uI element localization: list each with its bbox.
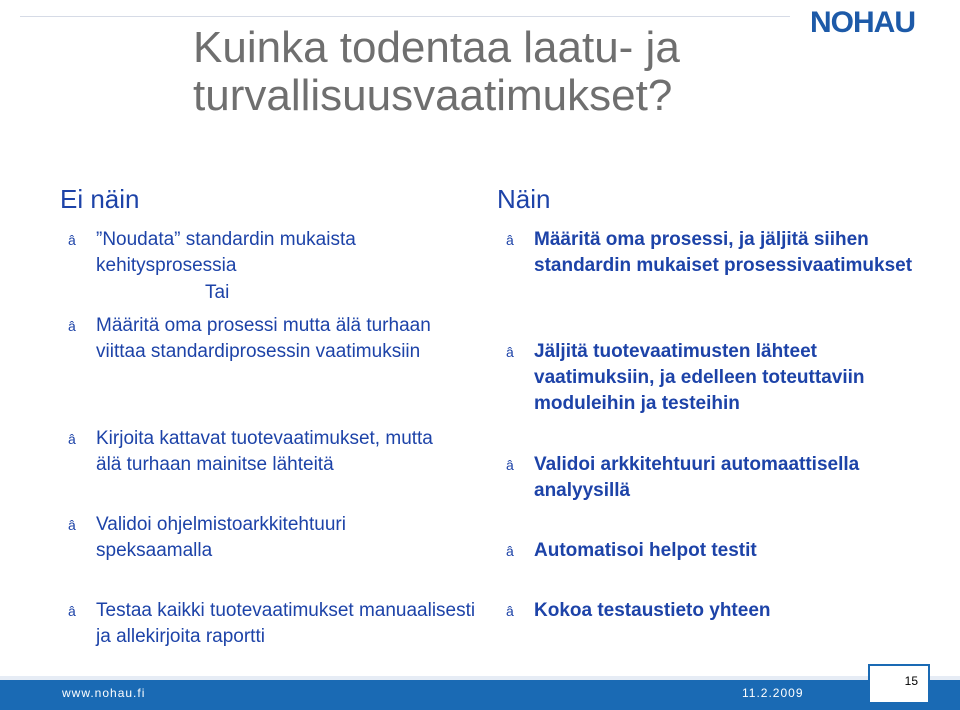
right-bullet-3-text: Validoi arkkitehtuuri automaattisella analyysillä <box>534 454 860 501</box>
left-bullet-3 <box>58 426 458 478</box>
bullet-arrow-icon: â <box>68 431 76 447</box>
bullet-arrow-icon: â <box>506 344 514 360</box>
left-bullet-5 <box>58 598 478 650</box>
bullet-arrow-icon: â <box>506 232 514 248</box>
bullet-arrow-icon: â <box>68 232 76 248</box>
left-bullet-4 <box>58 512 458 564</box>
right-bullet-5-text: Kokoa testaustieto yhteen <box>534 600 771 621</box>
right-bullet-4-text: Automatisoi helpot testit <box>534 540 757 561</box>
right-bullet-3 <box>496 452 916 504</box>
bullet-arrow-icon: â <box>68 517 76 533</box>
left-bullet-2 <box>58 313 458 365</box>
right-bullet-2 <box>496 339 916 417</box>
right-bullet-1-text: Määritä oma prosessi, ja jäljitä siihen standardin mukaiset prosessivaatimukset <box>534 229 913 276</box>
header-rule <box>20 16 790 17</box>
page-number: 15 <box>904 674 918 688</box>
footer-url: www.nohau.fi <box>62 686 146 700</box>
left-bullet-1 <box>58 227 458 279</box>
left-bullet-2-text: Määritä oma prosessi mutta älä turhaan viittaa standardiprosessin vaatimuksiin <box>96 315 431 362</box>
bullet-arrow-icon: â <box>506 603 514 619</box>
left-bullet-4-text: Validoi ohjelmistoarkkitehtuuri speksaamalla <box>96 514 346 561</box>
right-bullet-1 <box>496 227 916 279</box>
right-bullet-5 <box>496 598 916 624</box>
footer-date: 11.2.2009 <box>742 686 804 700</box>
right-bullet-4 <box>496 538 916 564</box>
left-column-heading: Ei näin <box>60 184 140 214</box>
nohau-logo-icon <box>808 2 930 42</box>
nohau-logo <box>808 2 930 42</box>
page-number-box <box>868 664 930 704</box>
svg-text:NOHAU: NOHAU <box>810 6 915 39</box>
bullet-arrow-icon: â <box>68 603 76 619</box>
bullet-arrow-icon: â <box>506 543 514 559</box>
left-bullet-3-text: Kirjoita kattavat tuotevaatimukset, mutta älä turhaan mainitse lähteitä <box>96 428 433 475</box>
slide-title: Kuinka todentaa laatu- ja turvallisuusvaatimukset? <box>193 23 680 120</box>
right-bullet-2-text: Jäljitä tuotevaatimusten lähteet vaatimuksiin, ja edelleen toteuttaviin moduleihin ja testeihin <box>534 341 865 414</box>
right-column-heading: Näin <box>497 184 551 214</box>
or-label: Tai <box>205 282 230 303</box>
bullet-arrow-icon: â <box>68 318 76 334</box>
left-bullet-1-text: ”Noudata” standardin mukaista kehitysprosessia <box>96 229 356 276</box>
left-bullet-5-text: Testaa kaikki tuotevaatimukset manuaalisesti ja allekirjoita raportti <box>96 600 476 647</box>
bullet-arrow-icon: â <box>506 457 514 473</box>
